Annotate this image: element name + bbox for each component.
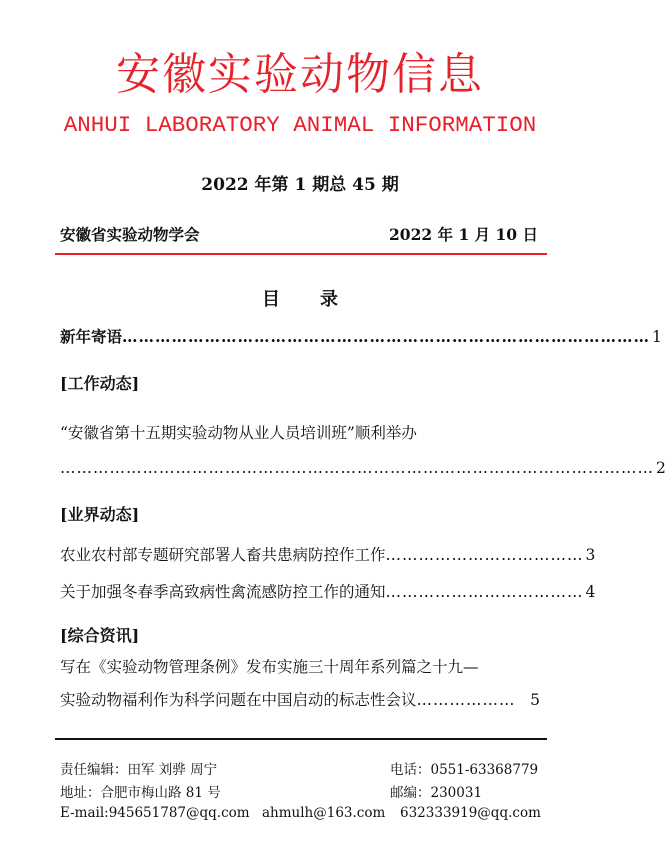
footer-address: 地址：合肥市梅山路 81 号 [60,785,221,801]
toc-entry[interactable] [60,543,596,565]
toc-leader-dots: ……………………………………………………………………………………………… [60,459,654,477]
toc-section-heading: [综合资讯] [60,626,140,645]
toc-page-number: 5 [530,691,540,709]
masthead-title-cn: 安徽实验动物信息 [116,49,484,100]
toc-page-number: 2 [656,459,666,477]
footer-email-2[interactable]: ahmulh@163.com [262,805,386,821]
footer-divider [55,738,547,740]
toc-entry-text: 农业农村部专题研究部署人畜共患病防控作工作 [60,546,386,564]
toc-entry-text: 新年寄语 [60,327,123,346]
toc-page-number: 1 [652,328,662,346]
toc-entry-text: 实验动物福利作为科学问题在中国启动的标志性会议 [60,691,417,709]
toc-leader-dots: ……………………………… [385,583,584,601]
toc-title: 目录 [262,289,378,310]
toc-entry-text[interactable]: 写在《实验动物管理条例》发布实施三十周年系列篇之十九— [60,658,479,676]
toc-entry[interactable] [60,580,596,602]
toc-entry[interactable] [60,459,666,477]
footer-editors: 责任编辑：田军 刘骅 周宁 [60,762,218,778]
toc-entry-text[interactable]: “安徽省第十五期实验动物从业人员培训班”顺利举办 [60,424,417,442]
toc-page-number: 3 [585,546,596,564]
masthead-title-en: ANHUI LABORATORY ANIMAL INFORMATION [63,112,537,138]
toc-leader-dots: ……………… [416,691,516,709]
toc-leader-dots: ……………………………… [385,546,584,564]
publication-date: 2022 年 1 月 10 日 [389,225,538,244]
issue-number: 2022 年第 1 期总 45 期 [201,175,399,195]
toc-entry[interactable] [60,688,540,710]
toc-entry[interactable] [60,325,662,347]
toc-section-heading: [业界动态] [60,505,140,524]
footer-phone: 电话：0551-63368779 [390,762,539,778]
toc-entry-text: 关于加强冬春季高致病性禽流感防控工作的通知 [60,583,386,601]
publisher: 安徽省实验动物学会 [60,225,200,244]
footer-email-3[interactable]: 632333919@qq.com [400,805,541,821]
header-divider [55,253,547,255]
toc-leader-dots: …………………………………………………………………………………… [122,327,651,346]
toc-section-heading: [工作动态] [60,374,140,393]
toc-page-number: 4 [585,583,596,601]
footer-postcode: 邮编：230031 [390,785,483,801]
footer-email-1[interactable]: E-mail:945651787@qq.com [60,805,250,821]
